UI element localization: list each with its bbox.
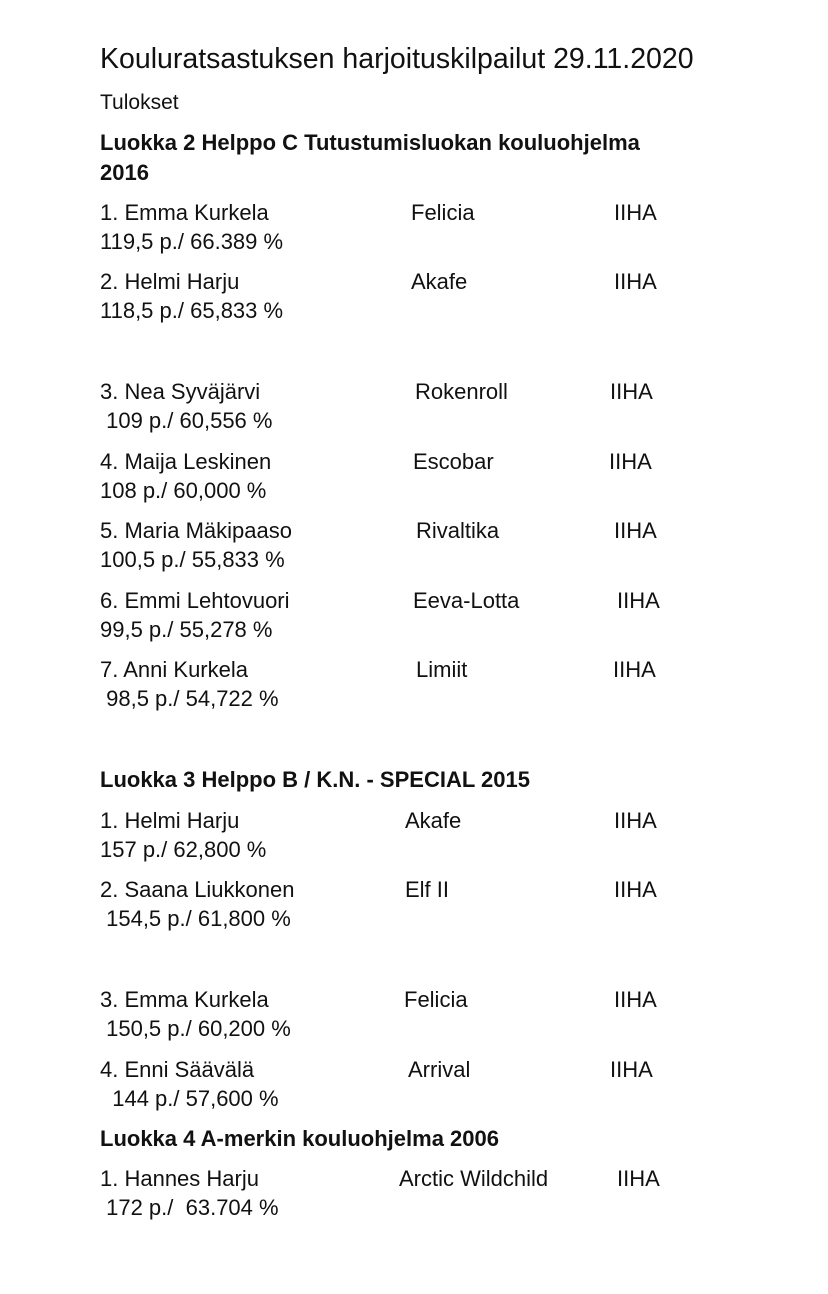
score: 119,5 p./ 66.389 %: [100, 229, 284, 254]
class-heading: Luokka 2 Helppo C Tutustumisluokan kouluohjelma: [100, 130, 640, 155]
rider-name: 7. Anni Kurkela: [100, 657, 248, 682]
score: 150,5 p./ 60,200 %: [100, 1016, 291, 1041]
rider-name: 2. Saana Liukkonen: [100, 877, 295, 902]
rider-name: 1. Helmi Harju: [100, 808, 240, 833]
horse-name: Elf II: [405, 877, 450, 902]
document-title: Kouluratsastuksen harjoituskilpailut 29.11.2020: [100, 43, 694, 75]
score: 109 p./ 60,556 %: [100, 408, 273, 433]
horse-name: Limiit: [416, 657, 468, 682]
club-name: IIHA: [610, 379, 653, 404]
club-name: IIHA: [609, 449, 652, 474]
horse-name: Akafe: [411, 269, 468, 294]
score: 154,5 p./ 61,800 %: [100, 906, 291, 931]
score: 172 p./ 63.704 %: [100, 1195, 279, 1220]
club-name: IIHA: [617, 588, 660, 613]
horse-name: Felicia: [411, 200, 475, 225]
club-name: IIHA: [613, 657, 656, 682]
rider-name: 1. Emma Kurkela: [100, 200, 269, 225]
rider-name: 4. Enni Säävälä: [100, 1057, 255, 1082]
rider-name: 5. Maria Mäkipaaso: [100, 518, 292, 543]
score: 99,5 p./ 55,278 %: [100, 617, 273, 642]
rider-name: 4. Maija Leskinen: [100, 449, 272, 474]
class-heading: Luokka 4 A-merkin kouluohjelma 2006: [100, 1126, 499, 1151]
score: 100,5 p./ 55,833 %: [100, 547, 285, 572]
horse-name: Arctic Wildchild: [399, 1166, 549, 1191]
class-heading: Luokka 3 Helppo B / K.N. - SPECIAL 2015: [100, 767, 530, 792]
club-name: IIHA: [614, 269, 657, 294]
class-heading-year: 2016: [100, 160, 149, 185]
rider-name: 3. Emma Kurkela: [100, 987, 269, 1012]
score: 98,5 p./ 54,722 %: [100, 686, 279, 711]
horse-name: Akafe: [405, 808, 462, 833]
club-name: IIHA: [614, 987, 657, 1012]
club-name: IIHA: [610, 1057, 653, 1082]
rider-name: 2. Helmi Harju: [100, 269, 240, 294]
score: 118,5 p./ 65,833 %: [100, 298, 284, 323]
horse-name: Arrival: [408, 1057, 471, 1082]
club-name: IIHA: [614, 877, 657, 902]
rider-name: 1. Hannes Harju: [100, 1166, 259, 1191]
club-name: IIHA: [617, 1166, 660, 1191]
club-name: IIHA: [614, 518, 657, 543]
horse-name: Eeva-Lotta: [413, 588, 520, 613]
club-name: IIHA: [614, 808, 657, 833]
horse-name: Escobar: [413, 449, 494, 474]
horse-name: Rokenroll: [415, 379, 508, 404]
rider-name: 3. Nea Syväjärvi: [100, 379, 261, 404]
rider-name: 6. Emmi Lehtovuori: [100, 588, 290, 613]
score: 108 p./ 60,000 %: [100, 478, 267, 503]
horse-name: Rivaltika: [416, 518, 500, 543]
club-name: IIHA: [614, 200, 657, 225]
horse-name: Felicia: [404, 987, 468, 1012]
score: 157 p./ 62,800 %: [100, 837, 267, 862]
document-subtitle: Tulokset: [100, 91, 179, 114]
score: 144 p./ 57,600 %: [100, 1086, 279, 1111]
